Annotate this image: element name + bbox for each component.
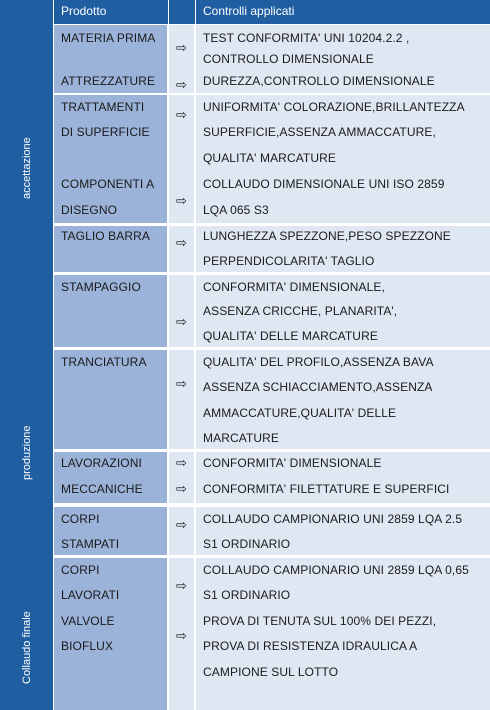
controls-cell: [196, 558, 490, 710]
product-label: BIOFLUX: [61, 639, 114, 653]
arrow-right-icon: ⇨: [176, 193, 187, 208]
product-label: LAVORAZIONI: [61, 456, 142, 470]
controls-cell: [196, 350, 490, 449]
section-produzione: [0, 225, 54, 506]
control-text: QUALITA' MARCATURE: [203, 151, 336, 165]
control-text: SUPERFICIE,ASSENZA AMMACCATURE,: [203, 125, 436, 139]
control-text: CONFORMITA' FILETTATURE E SUPERFICI: [203, 482, 450, 496]
arrow-cell: [169, 226, 195, 272]
product-cell: [54, 350, 168, 449]
control-text: PERPENDICOLARITA' TAGLIO: [203, 254, 375, 268]
product-label: DI SUPERFICIE: [61, 125, 150, 139]
control-text: COLLAUDO CAMPIONARIO UNI 2859 LQA 0,65: [203, 563, 469, 577]
product-cell: [54, 275, 168, 347]
arrow-cell: [169, 452, 195, 503]
controls-cell: [196, 95, 490, 223]
control-text: PROVA DI RESISTENZA IDRAULICA A: [203, 639, 418, 653]
product-label: TAGLIO BARRA: [61, 229, 150, 243]
product-label: VALVOLE: [61, 614, 115, 628]
product-cell: [54, 507, 168, 555]
control-text: QUALITA' DELLE MARCATURE: [203, 329, 378, 343]
product-cell: [54, 452, 168, 503]
control-text: CAMPIONE SUL LOTTO: [203, 665, 339, 679]
arrow-right-icon: ⇨: [176, 235, 187, 250]
table-row: [54, 452, 490, 505]
table-row: [54, 226, 490, 274]
product-label: MATERIA PRIMA: [61, 31, 156, 45]
control-text: ASSENZA CRICCHE, PLANARITA',: [203, 304, 398, 318]
header-corner: [0, 0, 54, 24]
product-label: STAMPAGGIO: [61, 280, 141, 294]
controls-cell: [196, 507, 490, 555]
arrow-cell: [169, 25, 195, 93]
arrow-right-icon: ⇨: [176, 517, 187, 532]
arrow-right-icon: ⇨: [176, 628, 187, 643]
header-controlli: Controlli applicati: [196, 0, 490, 24]
product-label: LAVORATI: [61, 588, 120, 602]
table-row: [54, 275, 490, 349]
control-text: LQA 065 S3: [203, 203, 269, 217]
product-label: STAMPATI: [61, 537, 120, 551]
control-text: S1 ORDINARIO: [203, 537, 291, 551]
control-text: S1 ORDINARIO: [203, 588, 291, 602]
arrow-right-icon: ⇨: [176, 77, 187, 92]
control-text: UNIFORMITA' COLORAZIONE,BRILLANTEZZA: [203, 100, 465, 114]
control-text: ASSENZA SCHIACCIAMENTO,ASSENZA: [203, 380, 433, 394]
control-text: DUREZZA,CONTROLLO DIMENSIONALE: [203, 74, 435, 88]
control-text: CONFORMITA' DIMENSIONALE,: [203, 280, 385, 294]
arrow-right-icon: ⇨: [176, 107, 187, 122]
section-label-produzione: produzione: [20, 425, 33, 480]
controls-cell: [196, 226, 490, 272]
header-prodotto: Prodotto: [54, 0, 169, 24]
product-label: ATTREZZATURE: [61, 74, 156, 88]
arrow-right-icon: ⇨: [176, 578, 187, 593]
product-cell: [54, 95, 168, 223]
arrow-cell: [169, 275, 195, 347]
arrow-cell: [169, 95, 195, 223]
table-row: [54, 95, 490, 225]
product-label: TRATTAMENTI: [61, 100, 145, 114]
arrow-cell: [169, 507, 195, 555]
header-arrow-column: [169, 0, 196, 24]
arrow-cell: [169, 558, 195, 710]
section-label-collaudo: Collaudo finale: [20, 611, 33, 684]
arrow-right-icon: ⇨: [176, 376, 187, 391]
arrow-right-icon: ⇨: [176, 314, 187, 329]
control-text: AMMACCATURE,QUALITA' DELLE: [203, 406, 397, 420]
section-collaudo: [0, 506, 54, 710]
product-cell: [54, 226, 168, 272]
arrow-right-icon: ⇨: [176, 455, 187, 470]
arrow-right-icon: ⇨: [176, 40, 187, 55]
section-accettazione: [0, 24, 54, 225]
table-row: [54, 350, 490, 451]
control-text: QUALITA' DEL PROFILO,ASSENZA BAVA: [203, 355, 434, 369]
control-text: LUNGHEZZA SPEZZONE,PESO SPEZZONE: [203, 229, 451, 243]
table-row: [54, 25, 490, 95]
product-label: TRANCIATURA: [61, 355, 147, 369]
arrow-cell: [169, 350, 195, 449]
product-label: DISEGNO: [61, 203, 118, 217]
product-label: MECCANICHE: [61, 482, 143, 496]
control-text: CONTROLLO DIMENSIONALE: [203, 52, 374, 66]
control-text: COLLAUDO CAMPIONARIO UNI 2859 LQA 2.5: [203, 512, 463, 526]
controls-cell: [196, 25, 490, 93]
table-row: [54, 507, 490, 557]
control-text: MARCATURE: [203, 431, 280, 445]
control-text: TEST CONFORMITA' UNI 10204.2.2 ,: [203, 31, 410, 45]
control-text: PROVA DI TENUTA SUL 100% DEI PEZZI,: [203, 614, 437, 628]
table-row: [54, 558, 490, 710]
product-label: COMPONENTI A: [61, 177, 155, 191]
table-header: [54, 0, 490, 24]
product-label: CORPI: [61, 563, 100, 577]
product-label: CORPI: [61, 512, 100, 526]
product-cell: [54, 25, 168, 93]
control-text: COLLAUDO DIMENSIONALE UNI ISO 2859: [203, 177, 445, 191]
control-text: CONFORMITA' DIMENSIONALE: [203, 456, 382, 470]
arrow-right-icon: ⇨: [176, 481, 187, 496]
controls-cell: [196, 275, 490, 347]
section-label-accettazione: accettazione: [20, 137, 33, 199]
product-cell: [54, 558, 168, 710]
controls-cell: [196, 452, 490, 503]
